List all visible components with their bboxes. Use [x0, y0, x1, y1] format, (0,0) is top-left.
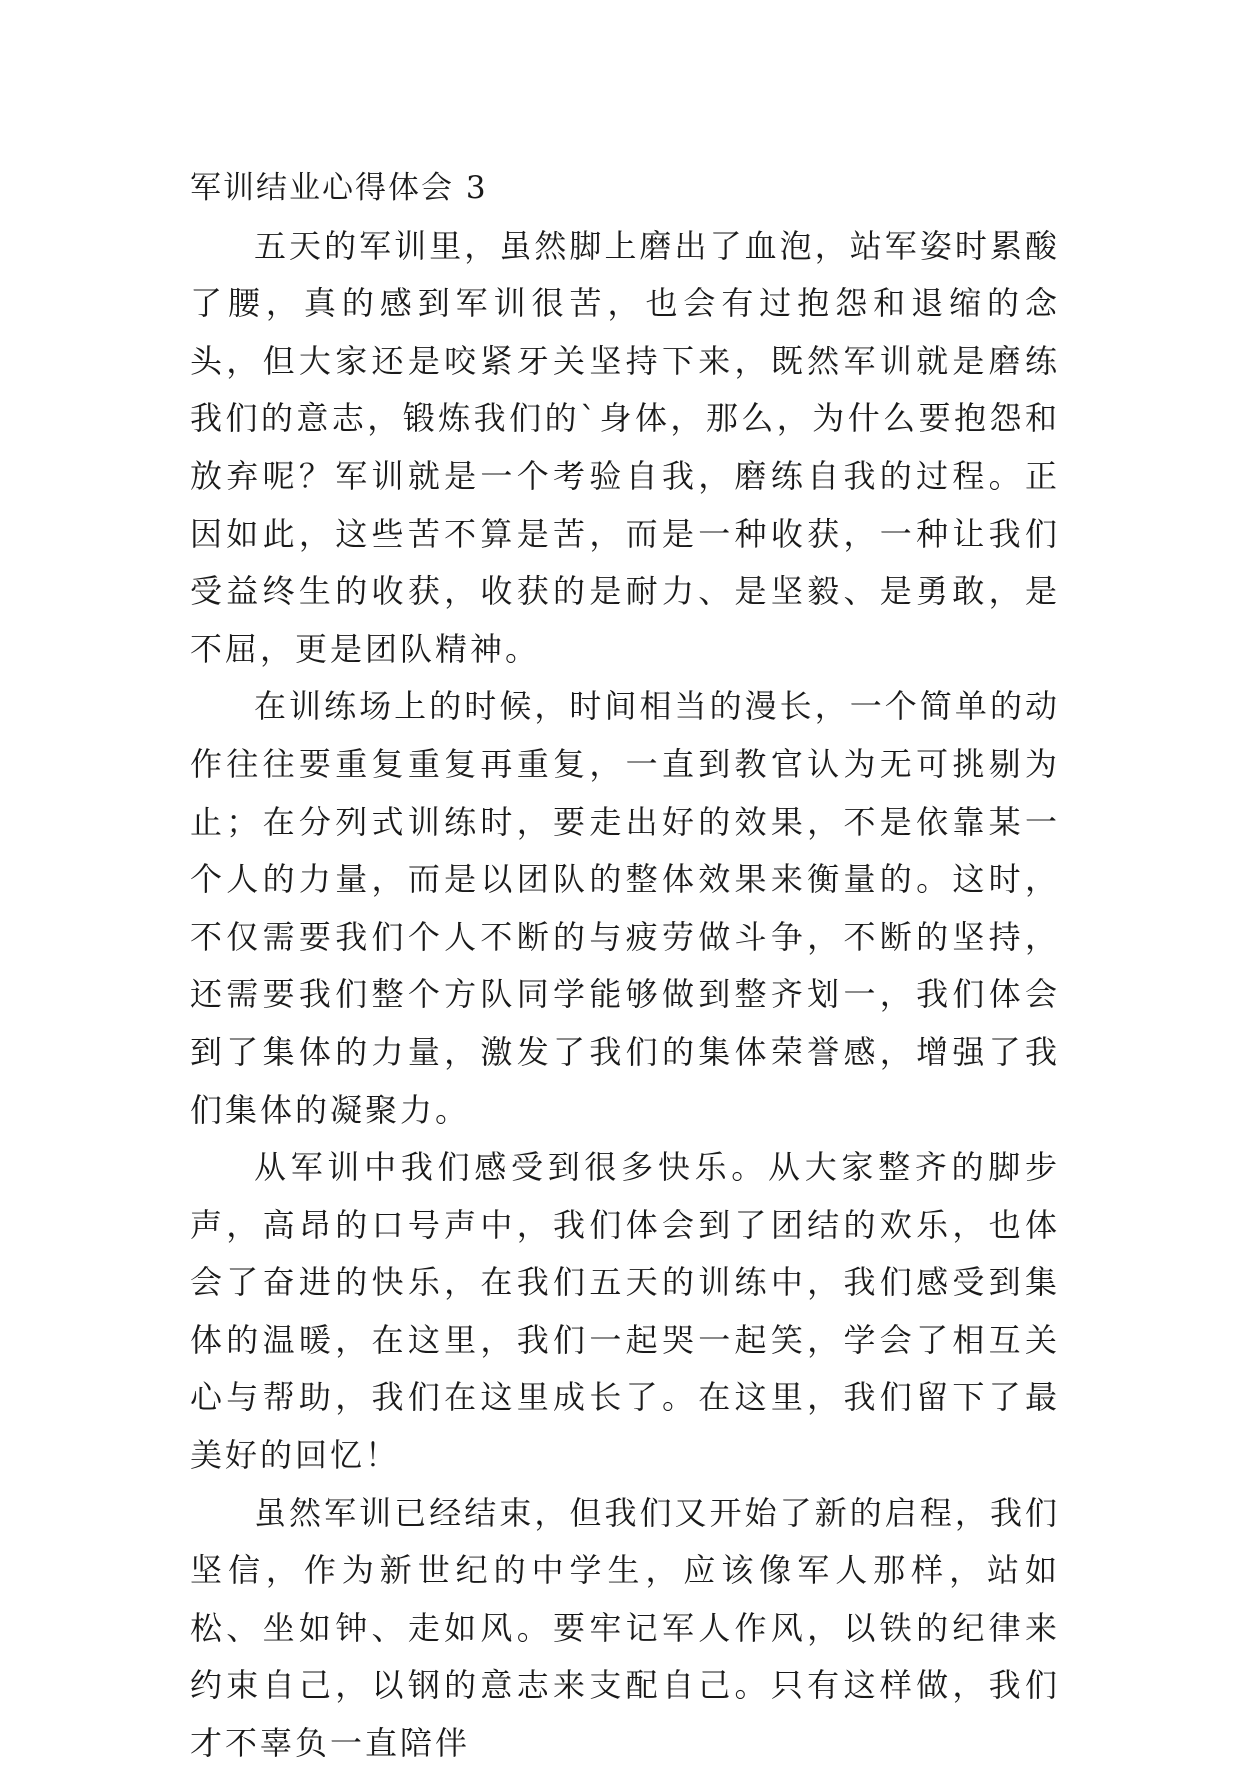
paragraph-2: 在训练场上的时候，时间相当的漫长，一个简单的动作往往要重复重复再重复，一直到教官认为无可挑剔为止；在分列式训练时，要走出好的效果，不是依靠某一个人的力量，而是以团队的整体效果来衡量的。这时，不仅需要我们个人不断的与疲劳做斗争，不断的坚持，还需要我们整个方队同学能够做到整齐划一，我们体会到了集体的力量，激发了我们的集体荣誉感，增强了我们集体的凝聚力。: [190, 687, 1060, 1129]
paragraph-3: 从军训中我们感受到很多快乐。从大家整齐的脚步声，高昂的口号声中，我们体会到了团结的欢乐，也体会了奋进的快乐，在我们五天的训练中，我们感受到集体的温暖，在这里，我们一起哭一起笑，学会了相互关心与帮助，我们在这里成长了。在这里，我们留下了最美好的回忆！: [190, 1148, 1060, 1475]
paragraph-1: 五天的军训里，虽然脚上磨出了血泡，站军姿时累酸了腰，真的感到军训很苦，也会有过抱怨和退缩的念头，但大家还是咬紧牙关坚持下来，既然军训就是磨练我们的意志，锻炼我们的`身体，那么，为什么要抱怨和放弃呢？军训就是一个考验自我，磨练自我的过程。正因如此，这些苦不算是苦，而是一种收获，一种让我们受益终生的收获，收获的是耐力、是坚毅、是勇敢，是不屈，更是团队精神。: [190, 226, 1060, 668]
document-body: [190, 160, 1060, 1773]
document-title: 军训结业心得体会 3: [190, 170, 488, 206]
paragraph-4: 虽然军训已经结束，但我们又开始了新的启程，我们坚信，作为新世纪的中学生，应该像军人那样，站如松、坐如钟、走如风。要牢记军人作风，以铁的纪律来约束自己，以钢的意志来支配自己。只有这样做，我们才不辜负一直陪伴: [190, 1493, 1060, 1763]
